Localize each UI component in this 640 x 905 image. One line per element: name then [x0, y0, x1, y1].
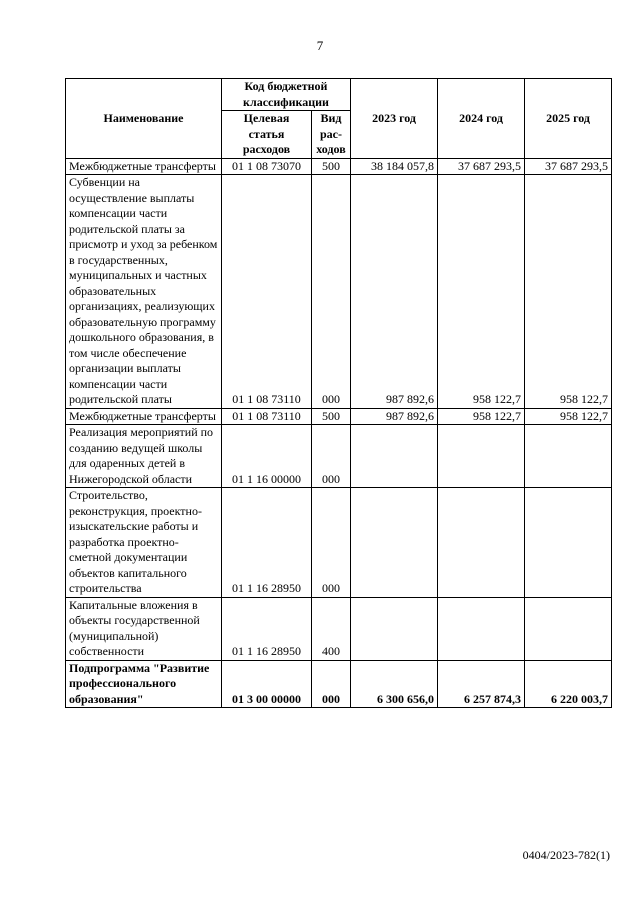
- row-year-1-amount: [351, 597, 438, 660]
- row-expense-kind-cell: 000: [312, 425, 351, 488]
- row-year-3-amount: 958 122,7: [525, 408, 612, 425]
- row-expense-kind-cell: 500: [312, 408, 351, 425]
- table-row: [66, 597, 612, 660]
- row-year-1-amount: 987 892,6: [351, 175, 438, 409]
- row-name-cell: Межбюджетные трансферты: [66, 158, 222, 175]
- row-target-code-cell: 01 1 08 73070: [222, 158, 312, 175]
- row-target-code-cell: 01 1 08 73110: [222, 408, 312, 425]
- table-row: [66, 408, 612, 425]
- document-code: 0404/2023-782(1): [522, 848, 610, 862]
- row-year-3-amount: [525, 597, 612, 660]
- table-row: [66, 425, 612, 488]
- row-name-cell: Межбюджетные трансферты: [66, 408, 222, 425]
- row-target-code-cell: 01 1 16 28950: [222, 597, 312, 660]
- row-year-2-amount: [438, 425, 525, 488]
- row-year-2-amount: 37 687 293,5: [438, 158, 525, 175]
- table-row: [66, 660, 612, 708]
- header-target: Целевая статья расходов: [222, 111, 312, 159]
- header-code-group: Код бюджетной классификации: [222, 79, 351, 111]
- row-year-2-amount: [438, 597, 525, 660]
- row-year-1-amount: 38 184 057,8: [351, 158, 438, 175]
- row-year-3-amount: [525, 425, 612, 488]
- header-year-1: 2023 год: [351, 79, 438, 159]
- row-year-2-amount: 6 257 874,3: [438, 660, 525, 708]
- row-expense-kind-cell: 400: [312, 597, 351, 660]
- row-expense-kind-cell: 000: [312, 488, 351, 598]
- row-target-code-cell: 01 1 16 00000: [222, 425, 312, 488]
- row-year-1-amount: 987 892,6: [351, 408, 438, 425]
- page-number: 7: [316, 38, 324, 53]
- row-name-cell: Субвенции на осуществление выплаты компенсации части родительской платы за присмотр и уход за ребенком в государственных, муниципальных и частных образовательных организациях, реализующих образовательную программу дошкольного образования, в том числе обеспечение организации выплаты компенсации части родительской платы: [66, 175, 222, 409]
- row-year-1-amount: [351, 425, 438, 488]
- row-year-3-amount: 958 122,7: [525, 175, 612, 409]
- row-year-1-amount: [351, 488, 438, 598]
- table-row: [66, 488, 612, 598]
- table-row: [66, 175, 612, 409]
- row-name-cell: Реализация мероприятий по созданию ведущей школы для одаренных детей в Нижегородской области: [66, 425, 222, 488]
- header-kind: Вид рас-ходов: [312, 111, 351, 159]
- header-row-1: [66, 79, 612, 111]
- row-target-code-cell: 01 3 00 00000: [222, 660, 312, 708]
- row-year-2-amount: 958 122,7: [438, 408, 525, 425]
- row-year-3-amount: 6 220 003,7: [525, 660, 612, 708]
- row-name-cell: Подпрограмма "Развитие профессионального образования": [66, 660, 222, 708]
- row-target-code-cell: 01 1 08 73110: [222, 175, 312, 409]
- row-year-2-amount: [438, 488, 525, 598]
- table-row: [66, 158, 612, 175]
- header-year-2: 2024 год: [438, 79, 525, 159]
- row-year-2-amount: 958 122,7: [438, 175, 525, 409]
- row-expense-kind-cell: 000: [312, 660, 351, 708]
- budget-table: [65, 78, 612, 708]
- row-expense-kind-cell: 000: [312, 175, 351, 409]
- row-year-3-amount: [525, 488, 612, 598]
- header-year-3: 2025 год: [525, 79, 612, 159]
- row-expense-kind-cell: 500: [312, 158, 351, 175]
- row-name-cell: Строительство, реконструкция, проектно-изыскательские работы и разработка проектно-сметной документации объектов капитального строительства: [66, 488, 222, 598]
- row-year-1-amount: 6 300 656,0: [351, 660, 438, 708]
- row-year-3-amount: 37 687 293,5: [525, 158, 612, 175]
- row-name-cell: Капитальные вложения в объекты государственной (муниципальной) собственности: [66, 597, 222, 660]
- row-target-code-cell: 01 1 16 28950: [222, 488, 312, 598]
- header-name: Наименование: [66, 79, 222, 159]
